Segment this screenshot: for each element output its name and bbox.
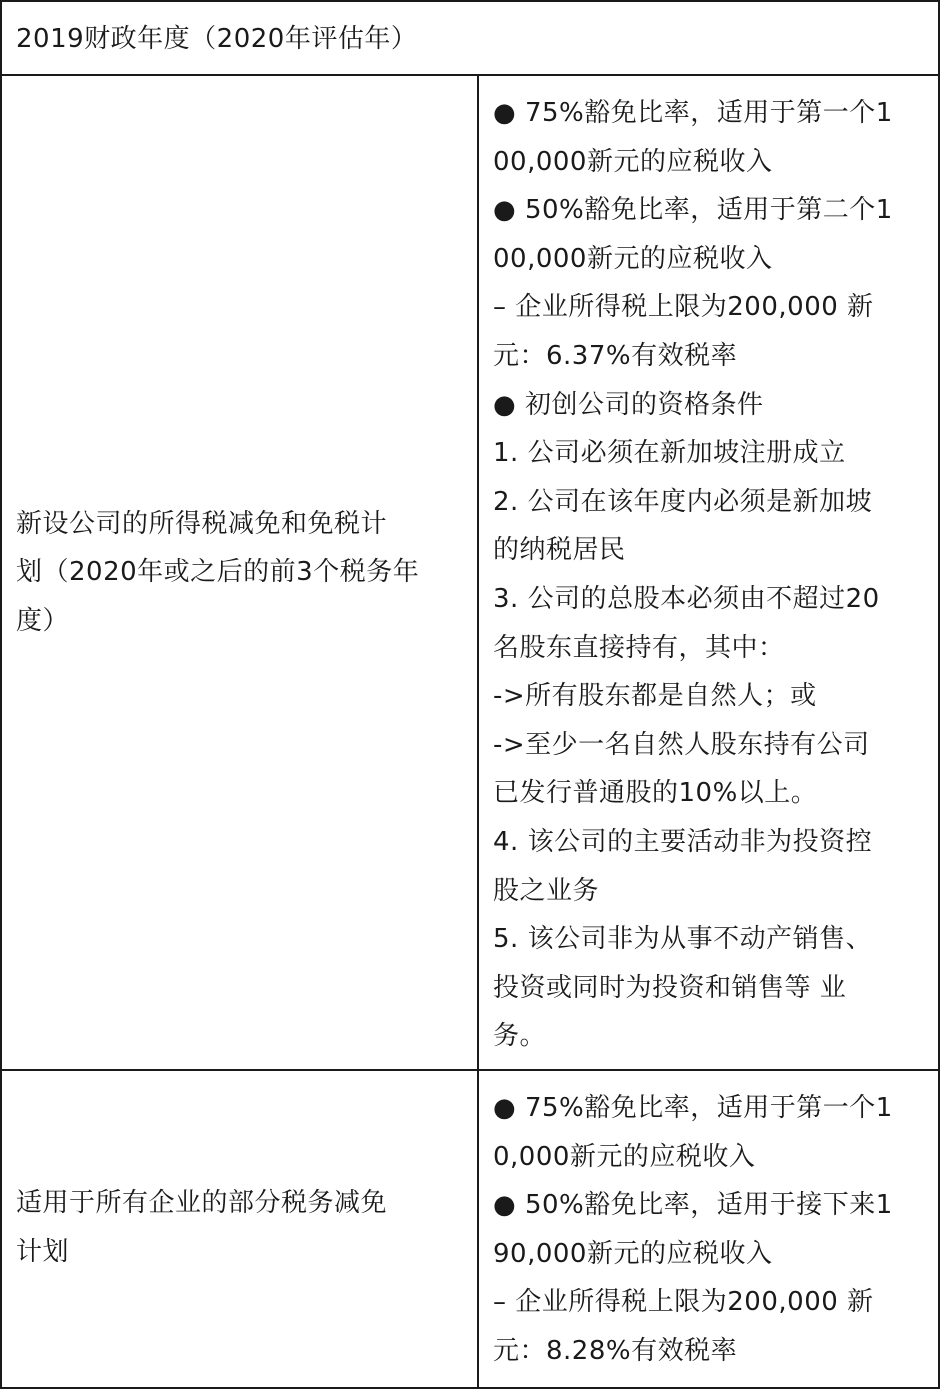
label-line: 适用于所有企业的部分税务减免 xyxy=(16,1188,388,1218)
detail-line: 元：6.37%有效税率 xyxy=(493,340,738,371)
detail-line: 2. 公司在该年度内必须是新加坡 xyxy=(493,486,873,517)
detail-line: 已发行普通股的10%以上。 xyxy=(493,778,818,809)
detail-line: 名股东直接持有，其中： xyxy=(493,632,785,663)
row1-detail-cell xyxy=(477,74,940,1071)
row2-label xyxy=(16,1179,387,1276)
detail-line: 3. 公司的总股本必须由不超过20 xyxy=(493,583,880,614)
detail-line: 0,000新元的应税收入 xyxy=(493,1141,756,1172)
row2-label-cell xyxy=(0,1069,479,1389)
detail-line: 1. 公司必须在新加坡注册成立 xyxy=(493,438,846,469)
detail-line: ● 50%豁免比率，适用于第二个1 xyxy=(493,195,893,226)
detail-line: 务。 xyxy=(493,1021,547,1052)
row1-label xyxy=(16,500,419,646)
row1-label-cell xyxy=(0,74,479,1071)
detail-line: 投资或同时为投资和销售等 业 xyxy=(493,972,847,1003)
detail-line: – 企业所得税上限为200,000 新 xyxy=(493,292,874,323)
detail-line: ->所有股东都是自然人；或 xyxy=(493,681,817,712)
row2-detail-cell xyxy=(477,1069,940,1389)
detail-line: ● 50%豁免比率，适用于接下来1 xyxy=(493,1190,893,1221)
detail-line: 00,000新元的应税收入 xyxy=(493,146,773,177)
detail-line: 90,000新元的应税收入 xyxy=(493,1238,773,1269)
detail-line: 股之业务 xyxy=(493,875,600,906)
label-line: 新设公司的所得税减免和免税计 xyxy=(16,508,388,539)
label-line: 计划 xyxy=(16,1236,70,1267)
detail-line: 00,000新元的应税收入 xyxy=(493,243,773,274)
detail-line: 4. 该公司的主要活动非为投资控 xyxy=(493,826,873,857)
detail-line: 的纳税居民 xyxy=(493,535,626,566)
detail-line: ● 初创公司的资格条件 xyxy=(493,389,764,420)
detail-line: 5. 该公司非为从事不动产销售、 xyxy=(493,924,873,955)
detail-line: ● 75%豁免比率，适用于第一个1 xyxy=(493,98,893,128)
table-header xyxy=(0,0,940,76)
detail-line: ->至少一名自然人股东持有公司 xyxy=(493,729,870,760)
detail-line: 元：8.28%有效税率 xyxy=(493,1335,738,1366)
label-line: 划（2020年或之后的前3个税务年 xyxy=(16,557,420,588)
detail-line: ● 75%豁免比率，适用于第一个1 xyxy=(493,1093,893,1123)
detail-line: – 企业所得税上限为200,000 新 xyxy=(493,1287,874,1318)
header-title: 2019财政年度（2020年评估年） xyxy=(16,24,418,54)
label-line: 度） xyxy=(16,605,70,636)
